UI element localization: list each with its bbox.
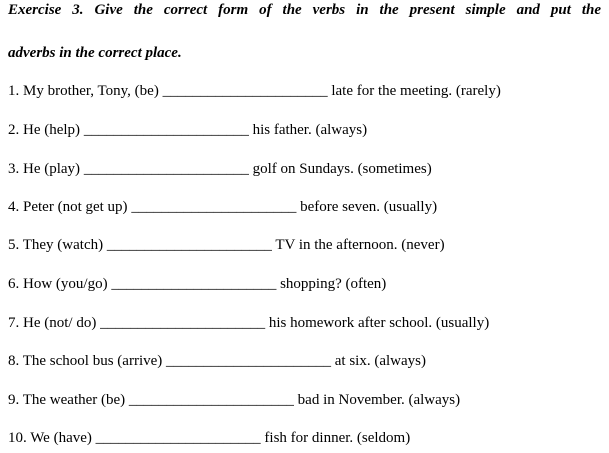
item-rest: golf on Sundays. (sometimes) [248, 161, 432, 177]
answer-blank[interactable]: ______________________ [83, 161, 249, 177]
exercise-item-9 [8, 391, 460, 409]
item-rest: his father. (always) [248, 122, 368, 138]
answer-blank[interactable]: ______________________ [100, 315, 266, 331]
exercise-title-line-1: Exercise 3. Give the correct form of the verbs in the present simple and put the [8, 2, 601, 18]
item-prompt: 3. He (play) [8, 161, 84, 177]
answer-blank[interactable]: ______________________ [128, 392, 294, 408]
answer-blank[interactable]: ______________________ [95, 430, 261, 446]
answer-blank[interactable]: ______________________ [166, 353, 332, 369]
item-rest: his homework after school. (usually) [265, 315, 490, 331]
exercise-title-line-2: adverbs in the correct place. [8, 45, 182, 61]
exercise-item-3 [8, 160, 432, 178]
item-prompt: 10. We (have) [8, 430, 96, 446]
item-prompt: 9. The weather (be) [8, 392, 129, 408]
answer-blank[interactable]: ______________________ [106, 237, 272, 253]
exercise-item-5 [8, 236, 445, 254]
exercise-item-10 [8, 429, 410, 447]
item-rest: shopping? (often) [276, 276, 387, 292]
item-rest: before seven. (usually) [296, 199, 438, 215]
item-prompt: 5. They (watch) [8, 237, 107, 253]
item-prompt: 6. How (you/go) [8, 276, 112, 292]
exercise-item-2 [8, 121, 367, 139]
item-rest: bad in November. (always) [293, 392, 461, 408]
item-rest: TV in the afternoon. (never) [271, 237, 445, 253]
answer-blank[interactable]: ______________________ [131, 199, 297, 215]
answer-blank[interactable]: ______________________ [162, 83, 328, 99]
exercise-item-7 [8, 314, 489, 332]
item-prompt: 1. My brother, Tony, (be) [8, 83, 163, 99]
answer-blank[interactable]: ______________________ [111, 276, 277, 292]
item-rest: fish for dinner. (seldom) [260, 430, 411, 446]
exercise-item-8 [8, 352, 426, 370]
exercise-item-4 [8, 198, 437, 216]
item-prompt: 2. He (help) [8, 122, 84, 138]
item-rest: at six. (always) [331, 353, 426, 369]
answer-blank[interactable]: ______________________ [83, 122, 249, 138]
exercise-item-6 [8, 275, 386, 293]
item-prompt: 8. The school bus (arrive) [8, 353, 167, 369]
item-rest: late for the meeting. (rarely) [327, 83, 501, 99]
item-prompt: 4. Peter (not get up) [8, 199, 132, 215]
item-prompt: 7. He (not/ do) [8, 315, 101, 331]
exercise-item-1 [8, 82, 501, 100]
